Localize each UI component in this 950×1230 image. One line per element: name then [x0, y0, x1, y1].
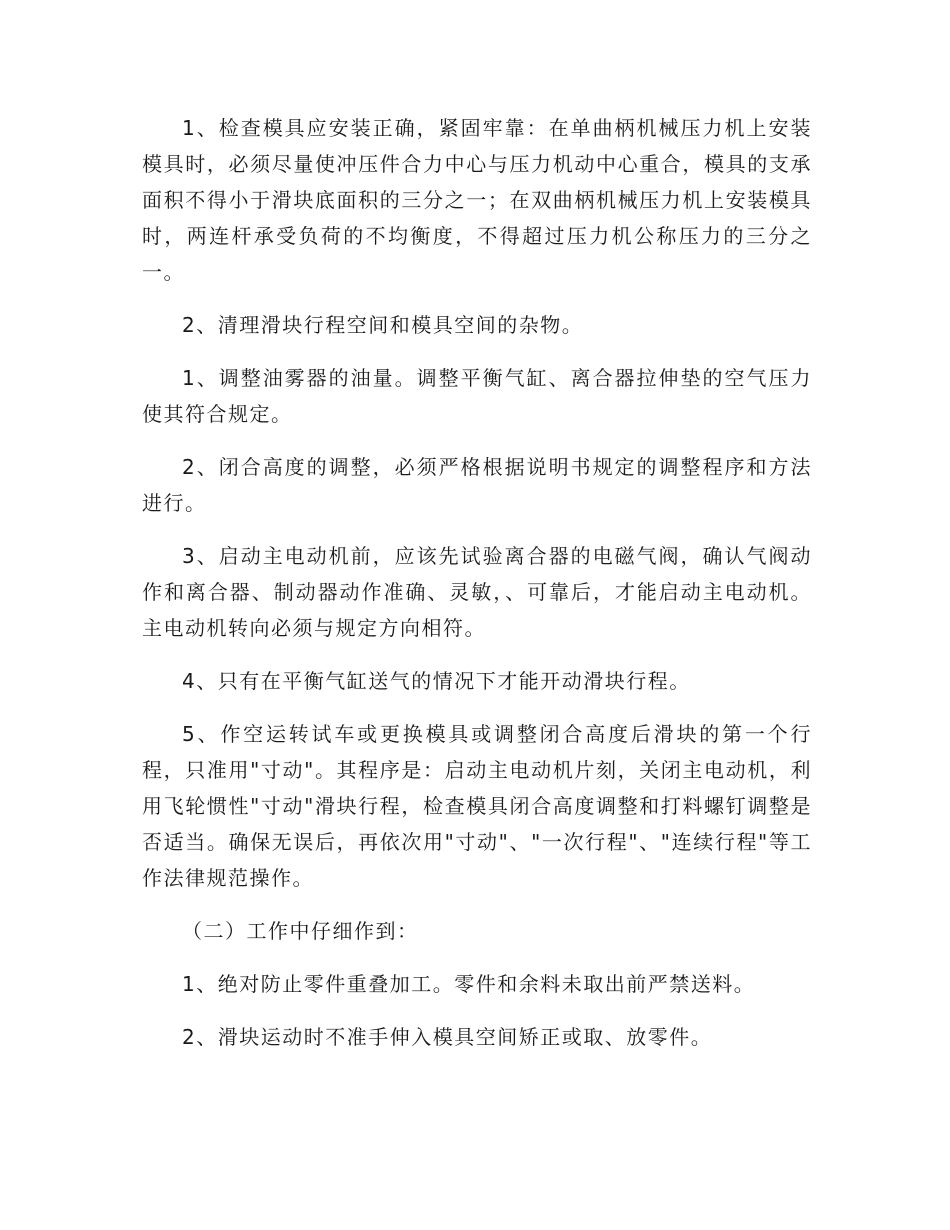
- paragraph-4: 2、闭合高度的调整，必须严格根据说明书规定的调整程序和方法进行。: [142, 455, 812, 515]
- paragraph-9: 2、滑块运动时不准手伸入模具空间矫正或取、放零件。: [182, 1025, 713, 1049]
- paragraph-5: 3、启动主电动机前，应该先试验离合器的电磁气阀，确认气阀动作和离合器、制动器动作准确、灵敏，、可靠后，才能启动主电动机。主电动机转向必须与规定方向相符。: [142, 544, 812, 640]
- paragraph-3: 1、调整油雾器的油量。调整平衡气缸、离合器拉伸垫的空气压力使其符合规定。: [142, 366, 812, 426]
- paragraph-7: 5、作空运转试车或更换模具或调整闭合高度后滑块的第一个行程，只准用"寸动"。其程序是：启动主电动机片刻，关闭主电动机，利用飞轮惯性"寸动"滑块行程，检查模具闭合高度调整和打料螺钉调整是否适当。确保无误后，再依次用"寸动"、"一次行程"、"连续行程"等工作法律规范操作。: [142, 722, 812, 890]
- paragraph-1: 1、检查模具应安装正确，紧固牢靠：在单曲柄机械压力机上安装模具时，必须尽量使冲压件合力中心与压力机动中心重合，模具的支承面积不得小于滑块底面积的三分之一；在双曲柄机械压力机上安装模具时，两连杆承受负荷的不均衡度，不得超过压力机公称压力的三分之一。: [142, 116, 812, 284]
- paragraph-6: 4、只有在平衡气缸送气的情况下才能开动滑块行程。: [182, 669, 691, 693]
- section-heading: （二）工作中仔细作到：: [182, 919, 419, 943]
- document-body: [142, 110, 812, 1072]
- paragraph-8: 1、绝对防止零件重叠加工。零件和余料未取出前严禁送料。: [182, 972, 756, 996]
- paragraph-2: 2、清理滑块行程空间和模具空间的杂物。: [182, 313, 584, 337]
